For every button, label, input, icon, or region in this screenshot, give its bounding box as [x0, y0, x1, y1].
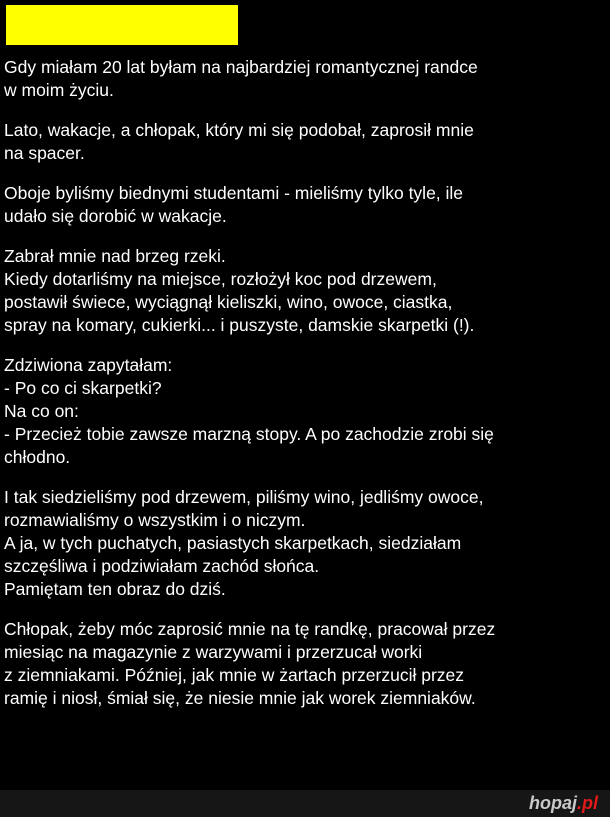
text-line: Kiedy dotarliśmy na miejsce, rozłożył koc pod drzewem,	[4, 269, 437, 289]
text-line: Na co on:	[4, 401, 79, 421]
text-line: spray na komary, cukierki... i puszyste, damskie skarpetki (!).	[4, 315, 475, 335]
text-line: A ja, w tych puchatych, pasiastych skarpetkach, siedziałam	[4, 533, 462, 553]
paragraph-gap	[4, 165, 604, 182]
text-line: - Po co ci skarpetki?	[4, 378, 162, 398]
paragraph	[4, 618, 604, 710]
footer-strip	[0, 790, 610, 817]
text-line: miesiąc na magazynie z warzywami i przerzucał worki	[4, 642, 423, 662]
paragraph-gap	[4, 102, 604, 119]
logo-text: hopaj	[529, 793, 577, 813]
logo-domain: .pl	[577, 793, 598, 813]
paragraph-gap	[4, 337, 604, 354]
text-line: na spacer.	[4, 143, 85, 163]
paragraph-gap	[4, 601, 604, 618]
text-line: - Przecież tobie zawsze marzną stopy. A po zachodzie zrobi się	[4, 424, 494, 444]
paragraph-gap	[4, 228, 604, 245]
text-line: chłodno.	[4, 447, 71, 467]
text-line: udało się dorobić w wakacje.	[4, 206, 227, 226]
paragraph	[4, 119, 604, 165]
hopaj-logo[interactable]	[529, 790, 598, 817]
yellow-highlight-bar	[6, 5, 238, 45]
text-line: Chłopak, żeby móc zaprosić mnie na tę randkę, pracował przez	[4, 619, 496, 639]
paragraph	[4, 182, 604, 228]
text-line: rozmawialiśmy o wszystkim i o niczym.	[4, 510, 306, 530]
paragraph-gap	[4, 469, 604, 486]
paragraph	[4, 245, 604, 337]
text-line: z ziemniakami. Później, jak mnie w żartach przerzucił przez	[4, 665, 465, 685]
text-line: szczęśliwa i podziwiałam zachód słońca.	[4, 556, 320, 576]
text-line: ramię i niosł, śmiał się, że niesie mnie jak worek ziemniaków.	[4, 688, 476, 708]
text-line: Zabrał mnie nad brzeg rzeki.	[4, 246, 226, 266]
paragraph	[4, 486, 604, 601]
text-line: Gdy miałam 20 lat byłam na najbardziej romantycznej randce	[4, 57, 478, 77]
text-line: I tak siedzieliśmy pod drzewem, piliśmy wino, jedliśmy owoce,	[4, 487, 484, 507]
paragraph	[4, 354, 604, 469]
text-line: w moim życiu.	[4, 80, 114, 100]
text-line: Pamiętam ten obraz do dziś.	[4, 579, 226, 599]
paragraph	[4, 56, 604, 102]
text-line: Lato, wakacje, a chłopak, który mi się podobał, zaprosił mnie	[4, 120, 474, 140]
story-text	[4, 56, 604, 710]
text-line: postawił świece, wyciągnął kieliszki, wino, owoce, ciastka,	[4, 292, 453, 312]
text-line: Zdziwiona zapytałam:	[4, 355, 173, 375]
text-line: Oboje byliśmy biednymi studentami - mieliśmy tylko tyle, ile	[4, 183, 464, 203]
